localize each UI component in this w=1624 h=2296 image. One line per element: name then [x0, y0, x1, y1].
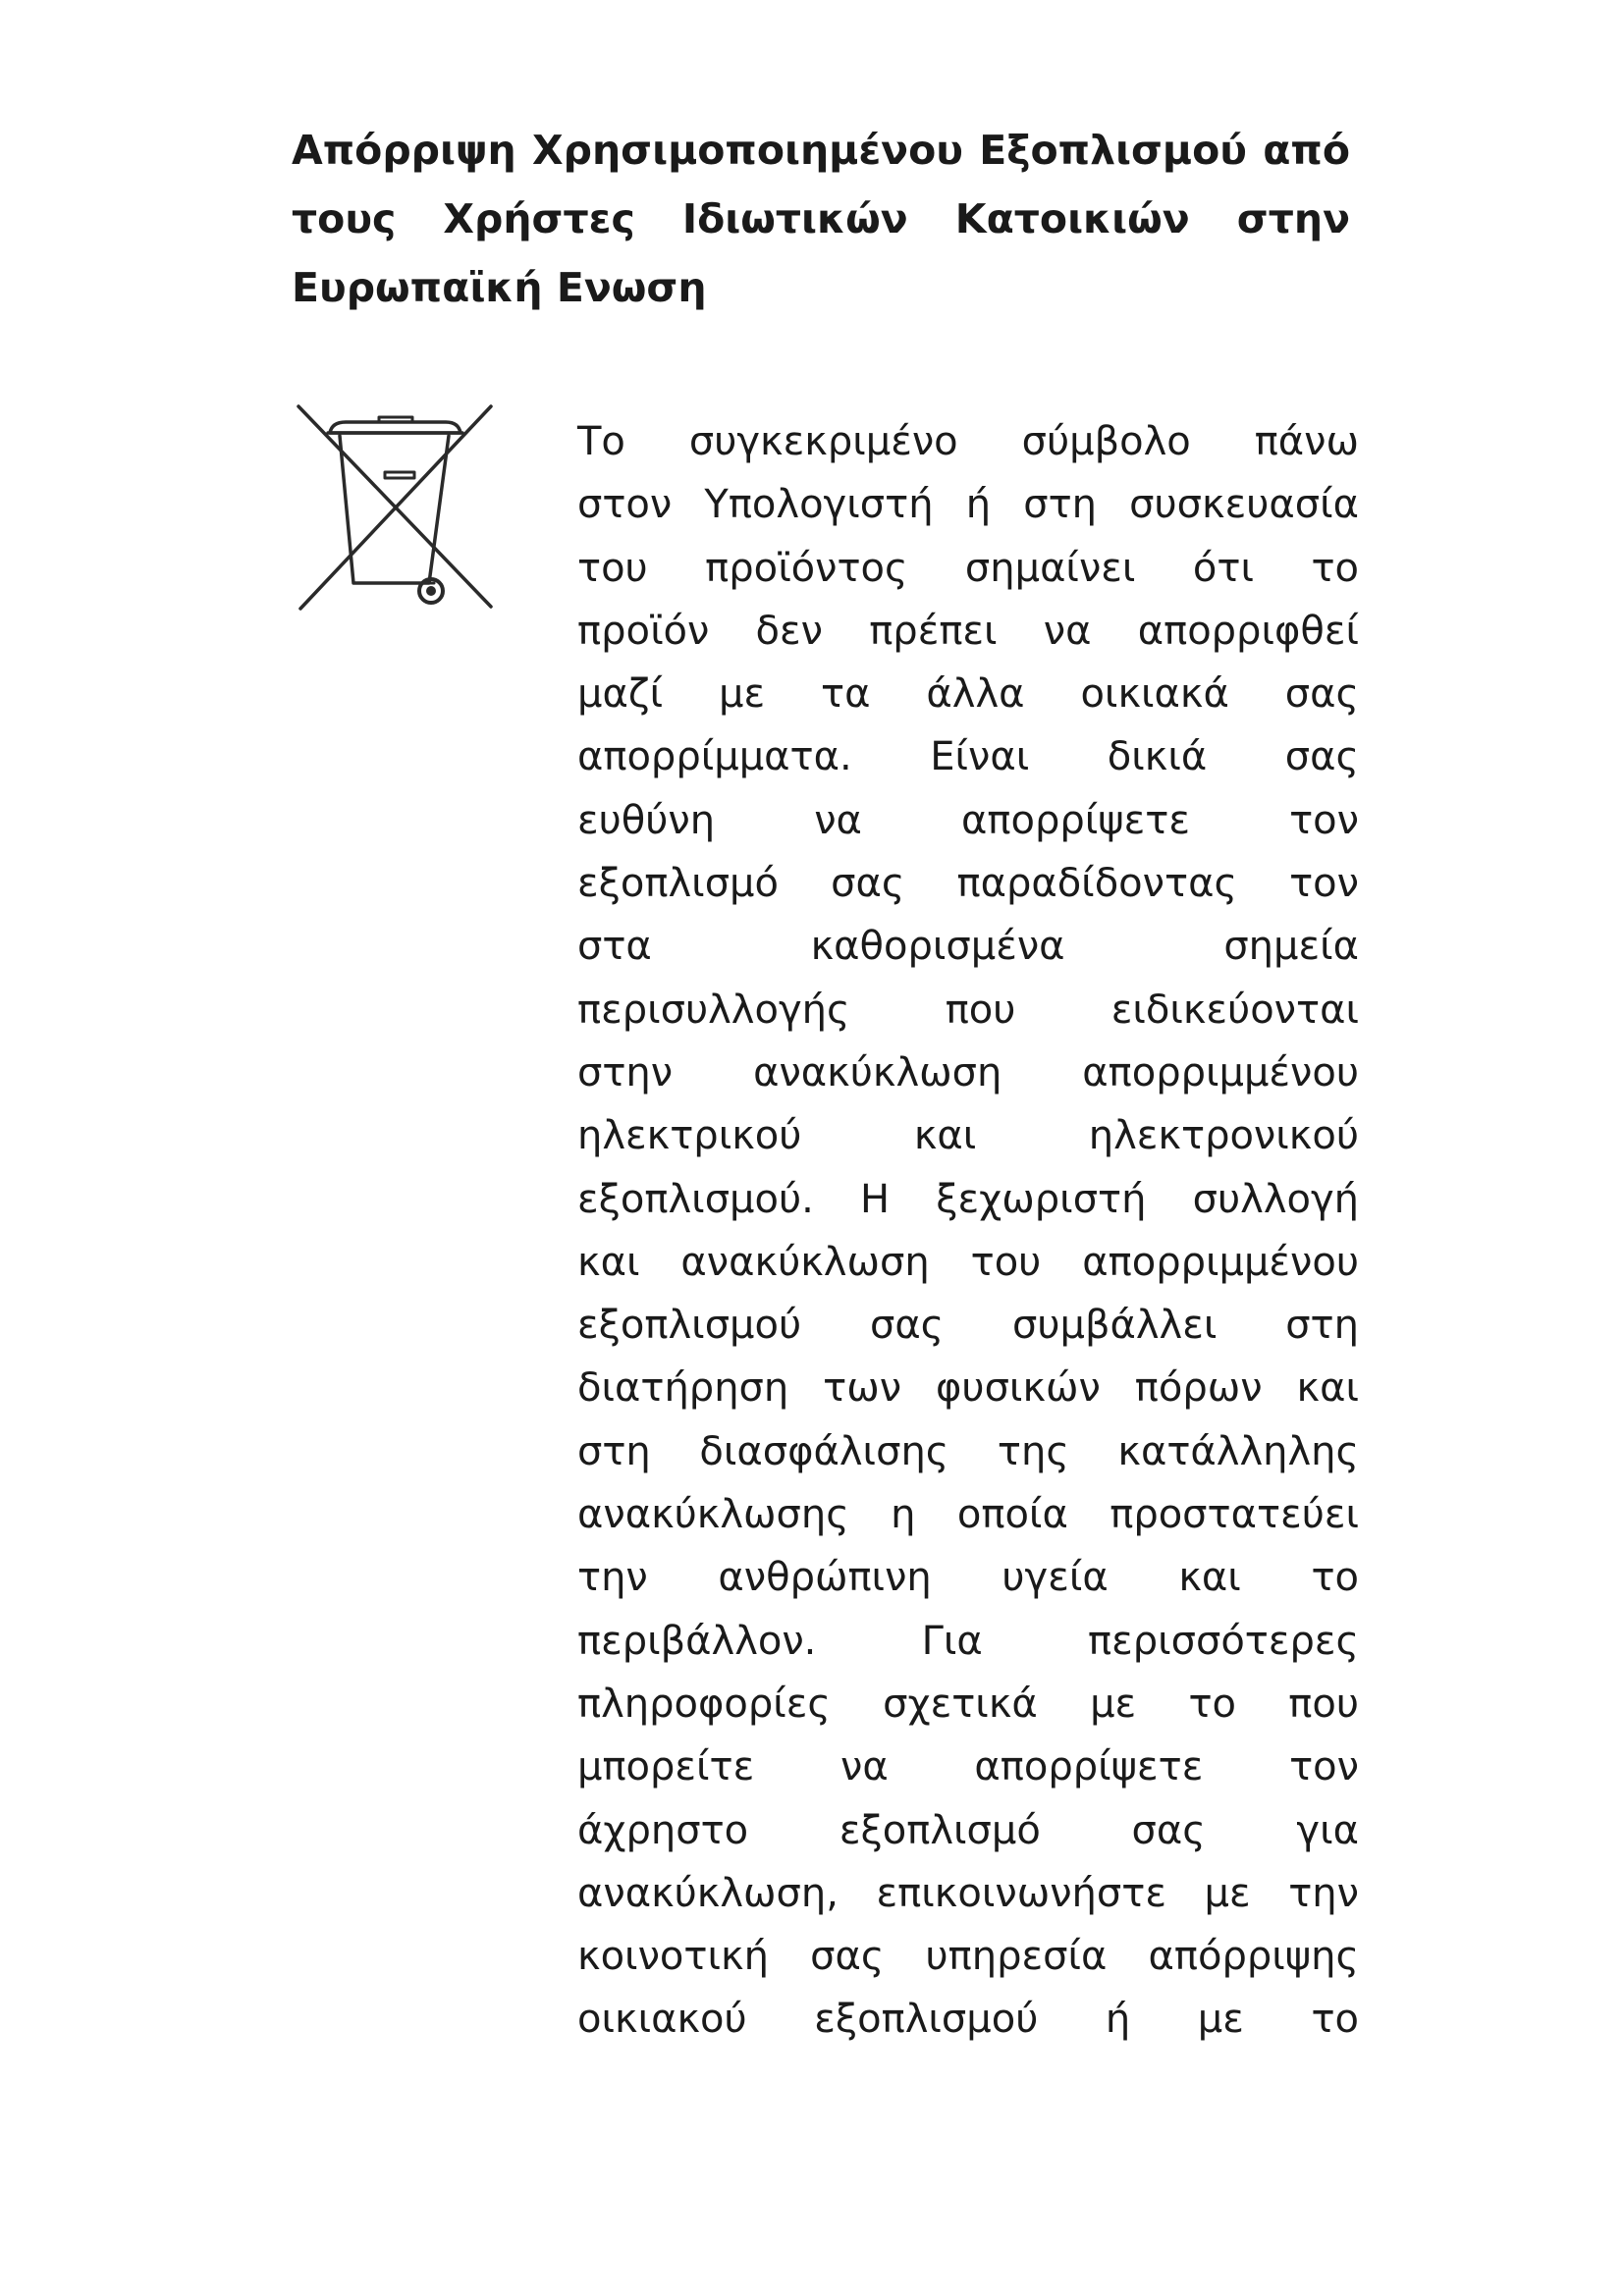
paragraph-line: την ανθρώπινη υγεία και το — [577, 1555, 1359, 1601]
paragraph-line: του προϊόντος σημαίνει ότι το — [577, 545, 1359, 591]
paragraph-line: στην ανακύκλωση απορριμμένου — [577, 1049, 1359, 1095]
paragraph-line: στα καθορισμένα σημεία — [577, 924, 1359, 970]
title-line: Ευρωπαϊκή Ενωση — [292, 264, 707, 311]
paragraph-line: διατήρηση των φυσικών πόρων και — [577, 1365, 1359, 1412]
disposal-notice-paragraph — [577, 410, 1359, 2052]
paragraph-line: κοινοτική σας υπηρεσία απόρριψης — [577, 1934, 1359, 1980]
paragraph-line: περισυλλογής που ειδικεύονται — [577, 987, 1359, 1033]
paragraph-line: οικιακού εξοπλισμού ή με το — [577, 1997, 1359, 2043]
paragraph-line: μαζί με τα άλλα οικιακά σας — [577, 671, 1359, 718]
title-line: Απόρριψη Χρησιμοποιημένου Εξοπλισμού από — [292, 127, 1350, 174]
title-line: τους Χρήστες Ιδιωτικών Κατοικιών στην — [292, 195, 1350, 242]
paragraph-line: πληροφορίες σχετικά με το που — [577, 1681, 1359, 1727]
paragraph-line: άχρηστο εξοπλισμό σας για — [577, 1807, 1359, 1853]
paragraph-line: στη διασφάλισης της κατάλληλης — [577, 1428, 1359, 1474]
paragraph-line: περιβάλλον. Για περισσότερες — [577, 1618, 1359, 1664]
paragraph-line: εξοπλισμού σας συμβάλλει στη — [577, 1303, 1359, 1349]
crossed-out-wheelie-bin-icon — [295, 400, 496, 614]
paragraph-line: εξοπλισμού. Η ξεχωριστή συλλογή — [577, 1176, 1359, 1222]
paragraph-line: ανακύκλωσης η οποία προστατεύει — [577, 1492, 1359, 1538]
paragraph-line: στον Υπολογιστή ή στη συσκευασία — [577, 482, 1359, 528]
paragraph-line: Το συγκεκριμένο σύμβολο πάνω — [577, 419, 1359, 464]
paragraph-line: ανακύκλωση, επικοινωνήστε με την — [577, 1870, 1359, 1916]
paragraph-line: προϊόν δεν πρέπει να απορριφθεί — [577, 608, 1359, 654]
paragraph-line: μπορείτε να απορρίψετε τον — [577, 1744, 1359, 1790]
paragraph-line: απορρίμματα. Είναι δικιά σας — [577, 734, 1359, 780]
paragraph-line: ηλεκτρικού και ηλεκτρονικού — [577, 1113, 1359, 1159]
paragraph-line: και ανακύκλωση του απορριμμένου — [577, 1239, 1359, 1285]
paragraph-line: εξοπλισμό σας παραδίδοντας τον — [577, 861, 1359, 907]
paragraph-line: ευθύνη να απορρίψετε τον — [577, 797, 1359, 843]
page-title — [292, 116, 1350, 322]
